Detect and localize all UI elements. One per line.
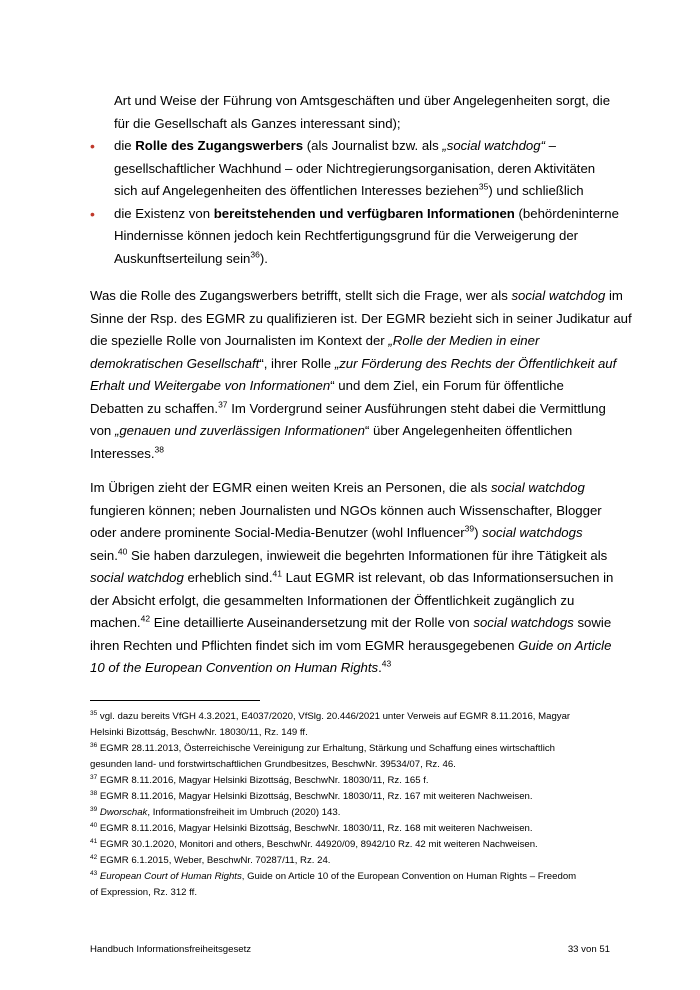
- footnote-ref[interactable]: 40: [117, 546, 128, 557]
- footnote-40: $^{40}$ EGMR 8.11.2016, Magyar Helsinki Bizottság, BeschwNr. 18030/11, Rz. 168 mit weiteren Nachweisen.: [90, 821, 533, 834]
- page-footer: [90, 944, 610, 955]
- bullet-item-role: • die Rolle des Zugangswerbers (als Journalist bzw. als „social watchdog“ – gesellschaftlicher Wachhund – oder Nichtregierungsorganisation, deren Aktivitäten sich auf Angelegenheiten des öffentlichen Interesses beziehen$^{35}$) und schließlich: [90, 135, 610, 203]
- footnote-ref[interactable]: 37: [218, 399, 228, 410]
- footnotes: $^{35}$ vgl. dazu bereits VfGH 4.3.2021, E4037/2020, VfSlg. 20.446/2021 unter Verweis auf EGMR 8.11.2016, Magyar Helsinki Bizottság, BeschwNr. 18030/11, Rz. 149 ff. $^{36}$ EGMR 28.11.2013, Österreichische Vereinigung zur Erhaltung, Stärkung und Schaffung eines wirtschaftlich gesunden land- und forstwirtschaftlichen Grundbesitzes, BeschwNr. 39534/07, Rz. 46. $^{37}$ EGMR 8.11.2016, Magyar Helsinki Bizottság, BeschwNr. 18030/11, Rz. 165 f. $^{38}$ EGMR 8.11.2016, Magyar Helsinki Bizottság, BeschwNr. 18030/11, Rz. 167 mit weiteren Nachweisen. $^{39}$ Dworschak, Informationsfreiheit im Umbruch (2020) 143. $^{40}$ EGMR 8.11.2016, Magyar Helsinki Bizottság, BeschwNr. 18030/11, Rz. 168 mit weiteren Nachweisen. $^{41}$ EGMR 30.1.2020, Monitori and others, BeschwNr. 44920/09, 8942/10 Rz. 42 mit weiteren Nachweisen. $^{42}$ EGMR 6.1.2015, Weber, BeschwNr. 70287/11, Rz. 24. $^{43}$ European Court of Human Rights, Guide on Article 10 of the European Convention on Human Rights – Freedom of Expression, Rz. 312 ff.: [90, 709, 620, 901]
- footnote-ref[interactable]: 38: [154, 444, 164, 455]
- footnote-36: $^{36}$ EGMR 28.11.2013, Österreichische Vereinigung zur Erhaltung, Stärkung und Schaffung eines wirtschaftlich: [90, 741, 555, 754]
- footnote-37: $^{37}$ EGMR 8.11.2016, Magyar Helsinki Bizottság, BeschwNr. 18030/11, Rz. 165 f.: [90, 773, 429, 786]
- footnote-42: $^{42}$ EGMR 6.1.2015, Weber, BeschwNr. 70287/11, Rz. 24.: [90, 853, 331, 866]
- footnote-39: $^{39}$ Dworschak, Informationsfreiheit im Umbruch (2020) 143.: [90, 805, 341, 818]
- paragraph-role-of-applicant: Was die Rolle des Zugangswerbers betrifft, stellt sich die Frage, wer als social watchdog im Sinne der Rsp. des EGMR zu qualifizieren ist. Der EGMR bezieht sich in seiner Judikatur auf die spezielle Rolle von Journalisten im Kontext der „Rolle der Medien in einer demokratischen Gesellschaft“, ihrer Rolle „zur Förderung des Rechts der Öffentlichkeit auf Erhalt und Weitergabe von Informationen“ und dem Ziel, ein Forum für öffentliche Debatten zu schaffen.$^{37}$ Im Vordergrund seiner Ausführungen steht dabei die Vermittlung von „genauen und zuverlässigen Informationen“ über Angelegenheiten öffentlichen Interesses.$^{38}$: [90, 288, 632, 461]
- footnote-ref[interactable]: 35: [478, 181, 489, 192]
- bullet-continuation-line: für die Gesellschaft als Ganzes interessant sind);: [114, 115, 401, 131]
- footnote-35: $^{35}$ vgl. dazu bereits VfGH 4.3.2021, E4037/2020, VfSlg. 20.446/2021 unter Verweis auf EGMR 8.11.2016, Magyar: [90, 709, 571, 722]
- footnote-divider: [90, 700, 260, 701]
- footnote-ref[interactable]: 39: [464, 523, 475, 534]
- bullet-icon: •: [90, 205, 95, 222]
- footnote-ref[interactable]: 36: [250, 249, 260, 260]
- footnote-38: $^{38}$ EGMR 8.11.2016, Magyar Helsinki Bizottság, BeschwNr. 18030/11, Rz. 167 mit weiteren Nachweisen.: [90, 789, 533, 802]
- bullet-continuation-line: Art und Weise der Führung von Amtsgeschäften und über Angelegenheiten sorgt, die: [114, 93, 611, 108]
- footnote-43: $^{43}$ European Court of Human Rights, Guide on Article 10 of the European Convention on Human Rights – Freedom: [90, 869, 577, 882]
- footnote-ref[interactable]: 42: [140, 613, 151, 624]
- paragraph-social-watchdogs: Im Übrigen zieht der EGMR einen weiten Kreis an Personen, die als social watchdog fungieren können; neben Journalisten und NGOs können auch Wissenschafter, Blogger oder andere prominente Social-Media-Benutzer (wohl Influencer$^{39}$) social watchdogs sein.$^{40}$ Sie haben darzulegen, inwieweit die begehrten Informationen für ihre Tätigkeit als social watchdog erheblich sind.$^{41}$ Laut EGMR ist relevant, ob das Informationsersuchen in der Absicht erfolgt, die gesammelten Informationen der Öffentlichkeit zugänglich zu machen.$^{42}$ Eine detaillierte Auseinandersetzung mit der Rolle von social watchdogs sowie ihren Rechten und Pflichten findet sich im vom EGMR herausgegebenen Guide on Article 10 of the European Convention on Human Rights.$^{43}$: [90, 480, 614, 675]
- footnote-ref[interactable]: 41: [272, 568, 283, 579]
- footnote-41: $^{41}$ EGMR 30.1.2020, Monitori and others, BeschwNr. 44920/09, 8942/10 Rz. 42 mit weiteren Nachweisen.: [90, 837, 538, 850]
- footer-title: Handbuch Informationsfreiheitsgesetz: [90, 944, 252, 955]
- bullet-list: [90, 90, 619, 270]
- footnote-ref[interactable]: 43: [381, 658, 392, 669]
- bullet-item-information: • die Existenz von bereitstehenden und verfügbaren Informationen (behördeninterne Hindernisse können jedoch kein Rechtfertigungsgrund für die Verweigerung der Auskunftserteilung sein$^{36}$).: [90, 203, 610, 271]
- bullet-icon: •: [90, 138, 95, 154]
- page-number: 33 von 51: [567, 944, 610, 955]
